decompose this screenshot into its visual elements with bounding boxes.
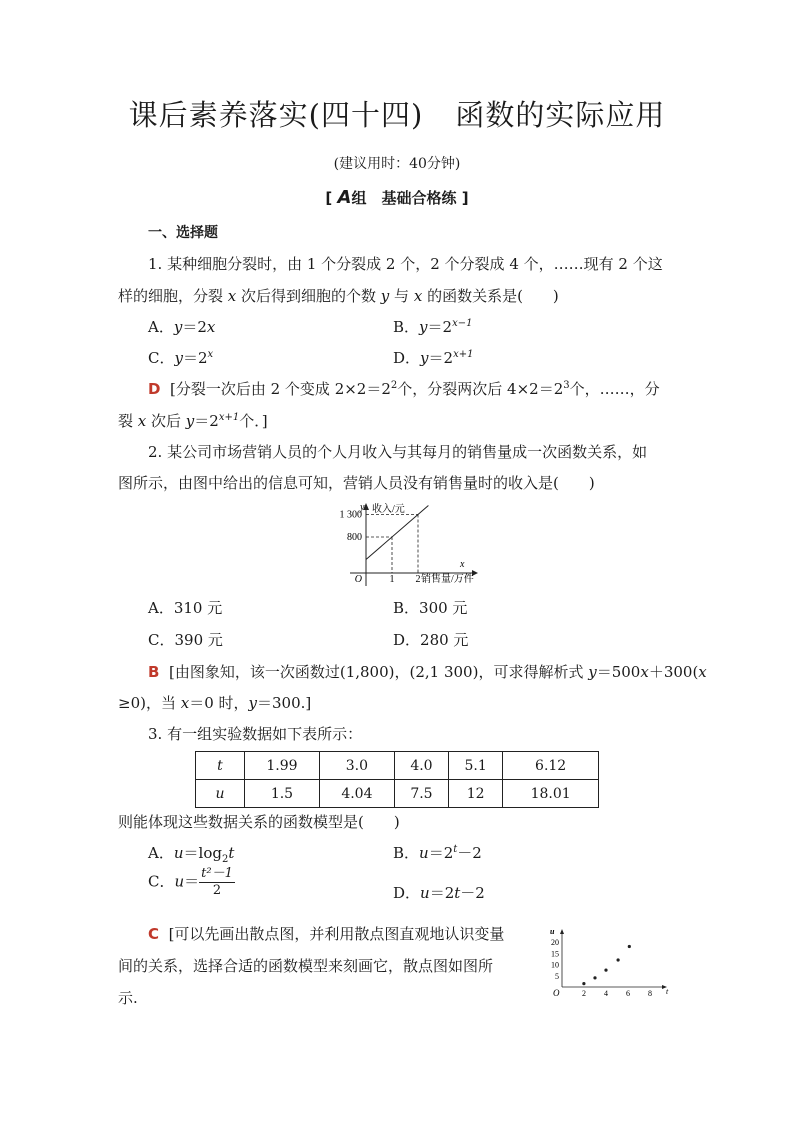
data-table bbox=[195, 751, 599, 808]
group-label: 组 基础合格练 bbox=[351, 189, 457, 207]
fraction: $\frac{\text{t²－1}}{2}$ bbox=[201, 866, 233, 898]
table-cell: 6.12 bbox=[503, 752, 599, 780]
table-cell: 4.0 bbox=[394, 752, 448, 780]
table-cell: t bbox=[196, 752, 245, 780]
scatter-plot bbox=[540, 926, 672, 998]
q3-option-c: C．u＝ $\frac{\text{t²－1}}{2}$ bbox=[148, 866, 233, 898]
q1-line1: 1. 某种细胞分裂时，由 1 个分裂成 2 个，2 个分裂成 4 个，……现有 2 个这 bbox=[148, 255, 663, 273]
q2-explanation-line1: B [由图象知，该一次函数过(1,800)，(2,1 300)，可求得解析式 y＝500x＋300(x bbox=[148, 663, 707, 681]
x-tick-label: 6 bbox=[626, 989, 630, 998]
table-cell: 7.5 bbox=[394, 780, 448, 808]
table-row bbox=[196, 780, 599, 808]
title-main: 课后素养落实(四十四) bbox=[128, 98, 424, 132]
tick-label-x1: 1 bbox=[389, 574, 395, 585]
x-axis-letter: t bbox=[666, 987, 669, 996]
x-tick-label: 8 bbox=[648, 989, 652, 998]
q3-answer: C bbox=[148, 925, 160, 943]
q1-option-d: D．$y=2^{x+1}$ bbox=[393, 349, 474, 367]
q3-explanation-line2: 间的关系，选择合适的函数模型来刻画它，散点图如图所 bbox=[118, 957, 494, 975]
y-axis-label: 收入/元 bbox=[372, 504, 405, 515]
group-bracket-left: [ bbox=[325, 189, 333, 207]
table-cell: 3.0 bbox=[319, 752, 394, 780]
q3-question: 则能体现这些数据关系的函数模型是( ) bbox=[118, 813, 400, 831]
y-axis-arrow bbox=[560, 929, 564, 934]
title-sub: 函数的实际应用 bbox=[455, 98, 666, 132]
y-tick-label: 20 bbox=[551, 938, 559, 947]
q1-option-a: A．y＝2x bbox=[148, 318, 216, 336]
section-title: 一、选择题 bbox=[148, 225, 218, 241]
x-tick-label: 4 bbox=[604, 989, 608, 998]
q2-option-c: C．390 元 bbox=[148, 631, 223, 649]
table-cell: 1.99 bbox=[245, 752, 320, 780]
q3-option-a: A．$u=\log_2t$ bbox=[148, 844, 235, 865]
scatter-point bbox=[593, 976, 596, 979]
q1-answer: D bbox=[148, 380, 161, 398]
tick-label-800: 800 bbox=[347, 532, 362, 543]
q3-option-d: D．u＝2t－2 bbox=[393, 884, 485, 902]
tick-label-x2: 2 bbox=[415, 574, 421, 585]
income-line-chart bbox=[330, 500, 490, 588]
x-axis-label: 销售量/万件 bbox=[421, 574, 474, 585]
page-title bbox=[0, 93, 794, 134]
scatter-point bbox=[617, 958, 620, 961]
q2-option-a: A．310 元 bbox=[148, 599, 223, 617]
origin-label: O bbox=[553, 988, 560, 998]
x-tick-label: 2 bbox=[582, 989, 586, 998]
table-cell: 5.1 bbox=[449, 752, 503, 780]
y-tick-label: 5 bbox=[555, 971, 559, 981]
y-tick-label: 15 bbox=[551, 949, 559, 959]
q2-line2: 图所示，由图中给出的信息可知，营销人员没有销售量时的收入是( ) bbox=[118, 474, 595, 492]
group-bracket-right: ] bbox=[461, 189, 469, 207]
scatter-point bbox=[604, 969, 607, 972]
q1-option-c: C．$y=2^x$ bbox=[148, 349, 214, 367]
table-cell: 4.04 bbox=[319, 780, 394, 808]
table-cell: u bbox=[196, 780, 245, 808]
q3-option-b: B．$u=2^t-2$ bbox=[393, 844, 482, 862]
table-row bbox=[196, 752, 599, 780]
q2-option-d: D．280 元 bbox=[393, 631, 469, 649]
q3-explanation-line1: C [可以先画出散点图，并利用散点图直观地认识变量 bbox=[148, 925, 505, 943]
q3-explanation-line3: 示. bbox=[118, 989, 138, 1007]
table-cell: 18.01 bbox=[503, 780, 599, 808]
q2-line1: 2. 某公司市场营销人员的个人月收入与其每月的销售量成一次函数关系，如 bbox=[148, 443, 648, 461]
scatter-point bbox=[582, 982, 585, 985]
scatter-point bbox=[628, 945, 631, 948]
q2-explanation-line2: ≥0)，当 x＝0 时，y＝300.] bbox=[118, 694, 312, 712]
table-cell: 1.5 bbox=[245, 780, 320, 808]
y-tick-label: 10 bbox=[551, 960, 559, 970]
q1-explanation-line2: 裂 x 次后 $y=2^{x+1}$个．] bbox=[118, 412, 268, 430]
table-cell: 12 bbox=[449, 780, 503, 808]
time-note: (建议用时：40分钟) bbox=[333, 156, 461, 172]
q2-answer: B bbox=[148, 663, 160, 681]
group-letter: A bbox=[337, 187, 352, 208]
group-heading bbox=[0, 187, 794, 208]
y-axis-letter: y bbox=[360, 502, 365, 513]
x-axis-letter: x bbox=[460, 559, 465, 570]
q1-option-b: B．$y=2^{x-1}$ bbox=[393, 318, 473, 336]
origin-label: O bbox=[354, 574, 362, 585]
q1-line2: 样的细胞，分裂 x 次后得到细胞的个数 y 与 x 的函数关系是( ) bbox=[118, 287, 559, 305]
y-axis-letter: u bbox=[550, 927, 555, 936]
tick-label-1300: 1 300 bbox=[339, 509, 362, 521]
q3-line1: 3. 有一组实验数据如下表所示： bbox=[148, 725, 363, 743]
q2-option-b: B．300 元 bbox=[393, 599, 468, 617]
q1-explanation-line1: D [分裂一次后由 2 个变成 $2\times 2=2^2$个，分裂两次后 $4\times 2=2^3$个，……，分 bbox=[148, 380, 660, 398]
